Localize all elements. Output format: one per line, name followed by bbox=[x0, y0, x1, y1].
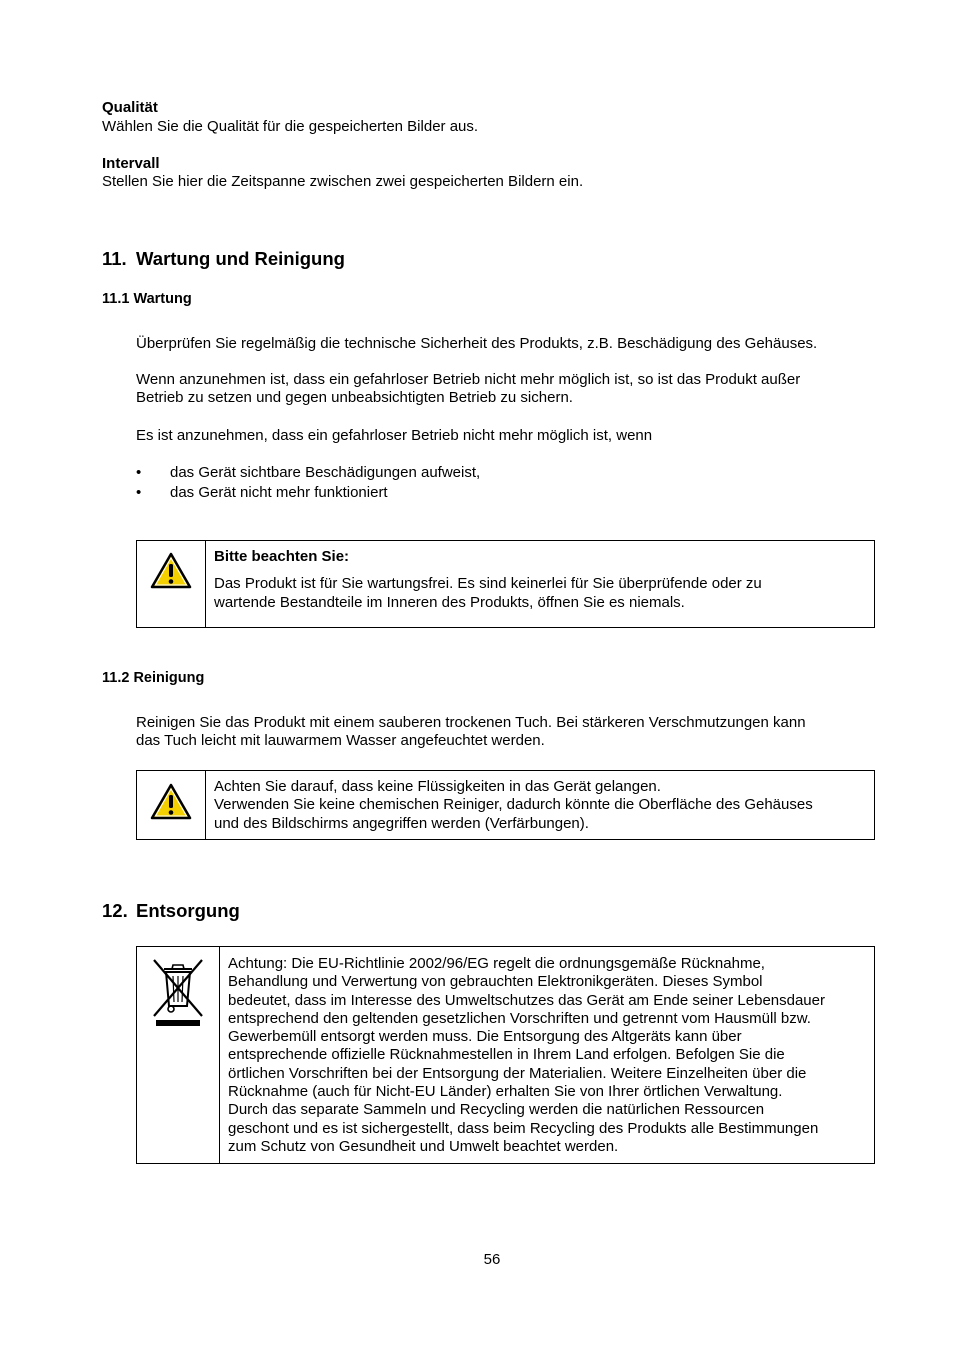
subsection-11-1-title: 11.1 Wartung bbox=[102, 291, 192, 307]
list-item bbox=[136, 464, 480, 482]
disposal-line: geschont und es ist sichergestellt, dass beim Recycling des Produkts alle Bestimmungen bbox=[228, 1119, 819, 1137]
notice-icon-cell bbox=[137, 771, 206, 839]
crossed-out-wheelie-bin-icon bbox=[150, 956, 206, 1028]
qualitaet-text: Wählen Sie die Qualität für die gespeicherten Bilder aus. bbox=[102, 118, 479, 135]
warning-triangle-icon bbox=[150, 552, 192, 590]
subsection-11-2-title: 11.2 Reinigung bbox=[102, 670, 205, 686]
section-11-number: 11. bbox=[102, 248, 127, 269]
disposal-line: Durch das separate Sammeln und Recycling werden die natürlichen Ressourcen bbox=[228, 1101, 765, 1119]
disposal-line: bedeutet, dass im Interesse des Umweltschutzes das Gerät am Ende seiner Lebensdauer bbox=[228, 991, 825, 1009]
notice-box-wartung bbox=[136, 540, 875, 628]
notice-line-1: Das Produkt ist für Sie wartungsfrei. Es sind keinerlei für Sie überprüfende oder zu bbox=[214, 575, 762, 593]
section-11-heading bbox=[102, 248, 345, 270]
disposal-line: zum Schutz von Gesundheit und Umwelt beachtet werden. bbox=[228, 1137, 619, 1155]
wartung-paragraph-2-line-2: Betrieb zu setzen und gegen unbeabsichtigten Betrieb zu sichern. bbox=[136, 389, 573, 407]
wartung-bullet-list bbox=[136, 464, 480, 503]
notice-icon-cell bbox=[137, 541, 206, 627]
disposal-line: Gewerbemüll entsorgt werden muss. Die Entsorgung des Altgeräts kann über bbox=[228, 1028, 742, 1046]
section-12-heading bbox=[102, 900, 240, 922]
notice-heading: Bitte beachten Sie: bbox=[214, 548, 350, 565]
wartung-paragraph-3: Es ist anzunehmen, dass ein gefahrloser Betrieb nicht mehr möglich ist, wenn bbox=[136, 427, 653, 444]
notice-box-reinigung bbox=[136, 770, 875, 840]
notice-line-2: wartende Bestandteile im Inneren des Produkts, öffnen Sie es niemals. bbox=[214, 593, 685, 611]
wartung-paragraph-2-line-1: Wenn anzunehmen ist, dass ein gefahrloser Betrieb nicht mehr möglich ist, so ist das Produkt außer bbox=[136, 371, 801, 388]
intervall-heading: Intervall bbox=[102, 155, 160, 172]
notice-text-cell bbox=[206, 541, 874, 627]
disposal-line: örtlichen Vorschriften bei der Entsorgung der Materialien. Weitere Einzelheiten über die bbox=[228, 1064, 807, 1082]
notice-line-2: Verwenden Sie keine chemischen Reiniger, dadurch könnte die Oberfläche des Gehäuses bbox=[214, 796, 813, 814]
notice-box-entsorgung bbox=[136, 946, 875, 1164]
disposal-line: Rücknahme (auch für Nicht-EU Länder) erhalten Sie von Ihrer örtlichen Verwaltung. bbox=[228, 1083, 783, 1101]
section-12-number: 12. bbox=[102, 900, 128, 921]
section-11-title: Wartung und Reinigung bbox=[136, 248, 345, 269]
disposal-line: Achtung: Die EU-Richtlinie 2002/96/EG regelt die ordnungsgemäße Rücknahme, bbox=[228, 955, 765, 972]
reinigung-paragraph-line-1: Reinigen Sie das Produkt mit einem sauberen trockenen Tuch. Bei stärkeren Verschmutzungen kann bbox=[136, 714, 806, 731]
wartung-paragraph-2 bbox=[136, 371, 800, 408]
section-12-title: Entsorgung bbox=[136, 900, 240, 921]
reinigung-paragraph bbox=[136, 714, 806, 751]
list-item-text: das Gerät nicht mehr funktioniert bbox=[170, 484, 388, 502]
list-item-text: das Gerät sichtbare Beschädigungen aufweist, bbox=[170, 464, 481, 481]
disposal-line: Behandlung und Verwertung von gebrauchten Elektronikgeräten. Dieses Symbol bbox=[228, 973, 763, 991]
disposal-line: entsprechende offizielle Rücknahmestellen in Ihrem Land erfolgen. Befolgen Sie die bbox=[228, 1046, 785, 1064]
qualitaet-heading: Qualität bbox=[102, 99, 158, 116]
bullet-icon: • bbox=[136, 464, 142, 481]
notice-line-1: Achten Sie darauf, dass keine Flüssigkeiten in das Gerät gelangen. bbox=[214, 778, 661, 795]
intervall-text: Stellen Sie hier die Zeitspanne zwischen zwei gespeicherten Bildern ein. bbox=[102, 173, 584, 190]
warning-triangle-icon bbox=[150, 783, 192, 821]
wartung-paragraph-1: Überprüfen Sie regelmäßig die technische Sicherheit des Produkts, z.B. Beschädigung des Gehäuses. bbox=[136, 335, 818, 352]
notice-icon-cell bbox=[137, 947, 220, 1163]
bullet-icon: • bbox=[136, 484, 142, 502]
disposal-line: entsprechend den geltenden gesetzlichen Vorschriften und getrennt vom Hausmüll bzw. bbox=[228, 1009, 811, 1027]
notice-line-3: und des Bildschirms angegriffen werden (Verfärbungen). bbox=[214, 814, 589, 832]
notice-text-cell bbox=[220, 947, 874, 1163]
list-item bbox=[136, 484, 480, 502]
reinigung-paragraph-line-2: das Tuch leicht mit lauwarmem Wasser angefeuchtet werden. bbox=[136, 732, 545, 750]
notice-text-cell bbox=[206, 771, 874, 839]
page-number: 56 bbox=[483, 1251, 501, 1268]
